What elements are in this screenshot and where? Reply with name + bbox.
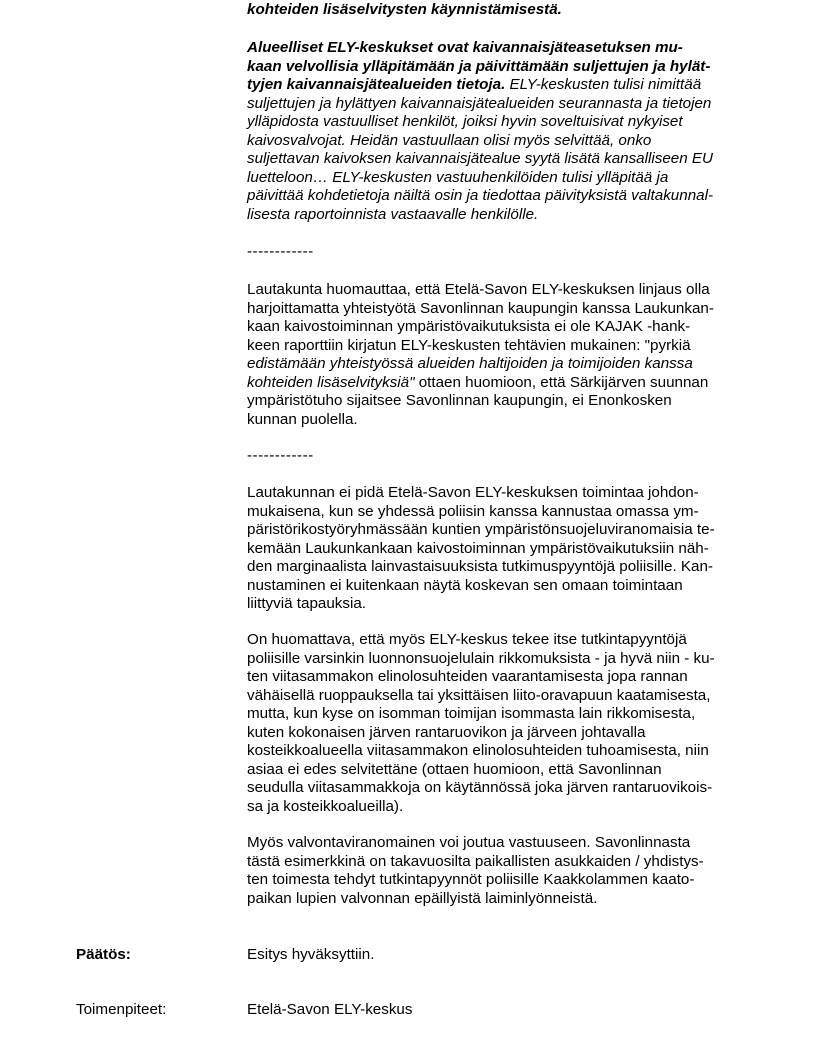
text-line: mukaisena, kun se yhdessä poliisin kanssa kannustaa omassa ym- — [247, 502, 699, 520]
text-line: kaivosvalvojat. Heidän vastuullaan olisi myös selvittää, onko — [247, 131, 652, 149]
paragraph-intro-tail — [247, 1, 747, 20]
text-line: kemään Laukunkankaan kaivostoiminnan ympäristövaikutuksiin näh- — [247, 539, 709, 557]
text-line: sa ja kosteikkoalueilla). — [247, 797, 404, 815]
text-line: liittyviä tapauksia. — [247, 595, 367, 612]
bold-lead-text: tyjen kaivannaisjätealueiden tietoja. — [247, 76, 506, 93]
text-line: keen raporttiin kirjatun ELY-keskusten tehtävien mukainen: "pyrkiä — [247, 336, 691, 354]
text-line: kaan kaivostoiminnan ympäristövaikutuksista ei ole KAJAK -hank- — [247, 318, 691, 335]
text-line: mutta, kun kyse on isomman toimijan isommasta lain rikkomisesta, — [247, 705, 696, 722]
text-line: Lautakunnan ei pidä Etelä-Savon ELY-keskuksen toimintaa johdon- — [247, 484, 699, 501]
text-line: päivittää kohdetietoja näiltä osin ja tiedottaa päivityksistä valtakunnal- — [247, 187, 714, 204]
text-line: den marginaalista lainvastaisuuksista tutkimuspyyntöjä poliisille. Kan- — [247, 558, 713, 575]
italic-text: ELY-keskusten tulisi nimittää — [505, 76, 702, 93]
plain-text: ottaen huomioon, että Särkijärven suunnan — [414, 373, 709, 391]
text-line: Alueelliset ELY-keskukset ovat kaivannaisjäteasetuksen mu- — [247, 39, 683, 56]
text-line: suljettujen ja hylättyen kaivannaisjätealueiden seurannasta ja tietojen — [247, 94, 712, 112]
decision-value: Esitys hyväksyttiin. — [247, 946, 375, 963]
text-line: edistämään yhteistyössä alueiden haltijoiden ja toimijoiden kanssa — [247, 355, 693, 372]
paragraph-ely-obligations — [247, 39, 747, 224]
text-line: ten viitasammakon elinolosuhteiden vaarantamisesta jopa rannan — [247, 668, 688, 685]
text-line: Myös valvontaviranomainen voi joutua vastuuseen. Savonlinnasta — [247, 834, 691, 851]
text-line: lisesta raportoinnista vastaavalle henkilölle. — [247, 205, 539, 223]
text-line: ylläpidosta vastuulliset henkilöt, joiksi hyvin soveltuisivat nykyiset — [247, 113, 683, 130]
paragraph-investigation-requests — [247, 631, 747, 816]
text-line: asiaa ei edes selvitettäne (ottaen huomioon, että Savonlinnan — [247, 760, 662, 778]
text-line — [247, 76, 747, 95]
text-line: poliisille varsinkin luonnonsuojelulain rikkomuksista - ja hyvä niin - ku- — [247, 649, 715, 667]
separator-line — [247, 243, 747, 262]
text-line: On huomattava, että myös ELY-keskus tekee itse tutkintapyyntöjä — [247, 631, 687, 648]
italic-quote-end: kohteiden lisäselvityksiä" — [247, 373, 415, 391]
actions-label: Toimenpiteet: — [76, 1001, 167, 1018]
text-line: vähäisellä ruoppauksella tai yksittäisen liito-oravapuun kaatamisesta, — [247, 686, 711, 704]
paragraph-cooperation — [247, 281, 747, 429]
text-line: kohteiden lisäselvitysten käynnistämisestä. — [247, 1, 562, 18]
separator-text: ------------ — [247, 447, 314, 464]
actions-value: Etelä-Savon ELY-keskus — [247, 1001, 413, 1018]
text-line — [247, 374, 747, 393]
text-line: päristörikostyöryhmässään kuntien ympäristönsuojeluviranomaisia te- — [247, 521, 715, 538]
separator-text: ------------ — [247, 243, 314, 260]
text-line: suljettavan kaivoksen kaivannaisjätealue syytä lisätä kansalliseen EU — [247, 150, 714, 167]
text-line: paikan lupien valvonnan epäillyistä laiminlyönneistä. — [247, 889, 598, 907]
text-line: ten toimesta tehdyt tutkintapyynnöt poliisille Kaakkolammen kaato- — [247, 871, 695, 888]
paragraph-consistency — [247, 484, 747, 614]
text-line: luetteloon… ELY-keskusten vastuuhenkilöiden tulisi ylläpitää ja — [247, 168, 669, 186]
text-line: kaan velvollisia ylläpitämään ja päivittämään suljettujen ja hylät- — [247, 57, 711, 75]
text-line: ympäristötuho sijaitsee Savonlinnan kaupungin, ei Enonkosken — [247, 392, 672, 409]
text-line: kunnan puolella. — [247, 410, 358, 428]
paragraph-responsibility — [247, 834, 747, 908]
text-line: nustaminen ei kuitenkaan näytä koskevan sen omaan toimintaan — [247, 576, 683, 594]
text-line: tästä esimerkkinä on takavuosilta paikallisten asukkaiden / yhdistys- — [247, 852, 704, 870]
text-line: harjoittamatta yhteistyötä Savonlinnan kaupungin kanssa Laukunkan- — [247, 299, 714, 317]
decision-label: Päätös: — [76, 946, 131, 963]
separator-line — [247, 447, 747, 466]
text-line: Lautakunta huomauttaa, että Etelä-Savon ELY-keskuksen linjaus olla — [247, 281, 710, 298]
text-line: seudulla viitasammakkoja on käytännössä joka järven rantaruovikois- — [247, 779, 713, 796]
text-line: kuten kokonaisen järven rantaruovikon ja järveen johtavalla — [247, 723, 646, 741]
text-line: kosteikkoalueella viitasammakon elinolosuhteiden tuhoamisesta, niin — [247, 742, 709, 759]
